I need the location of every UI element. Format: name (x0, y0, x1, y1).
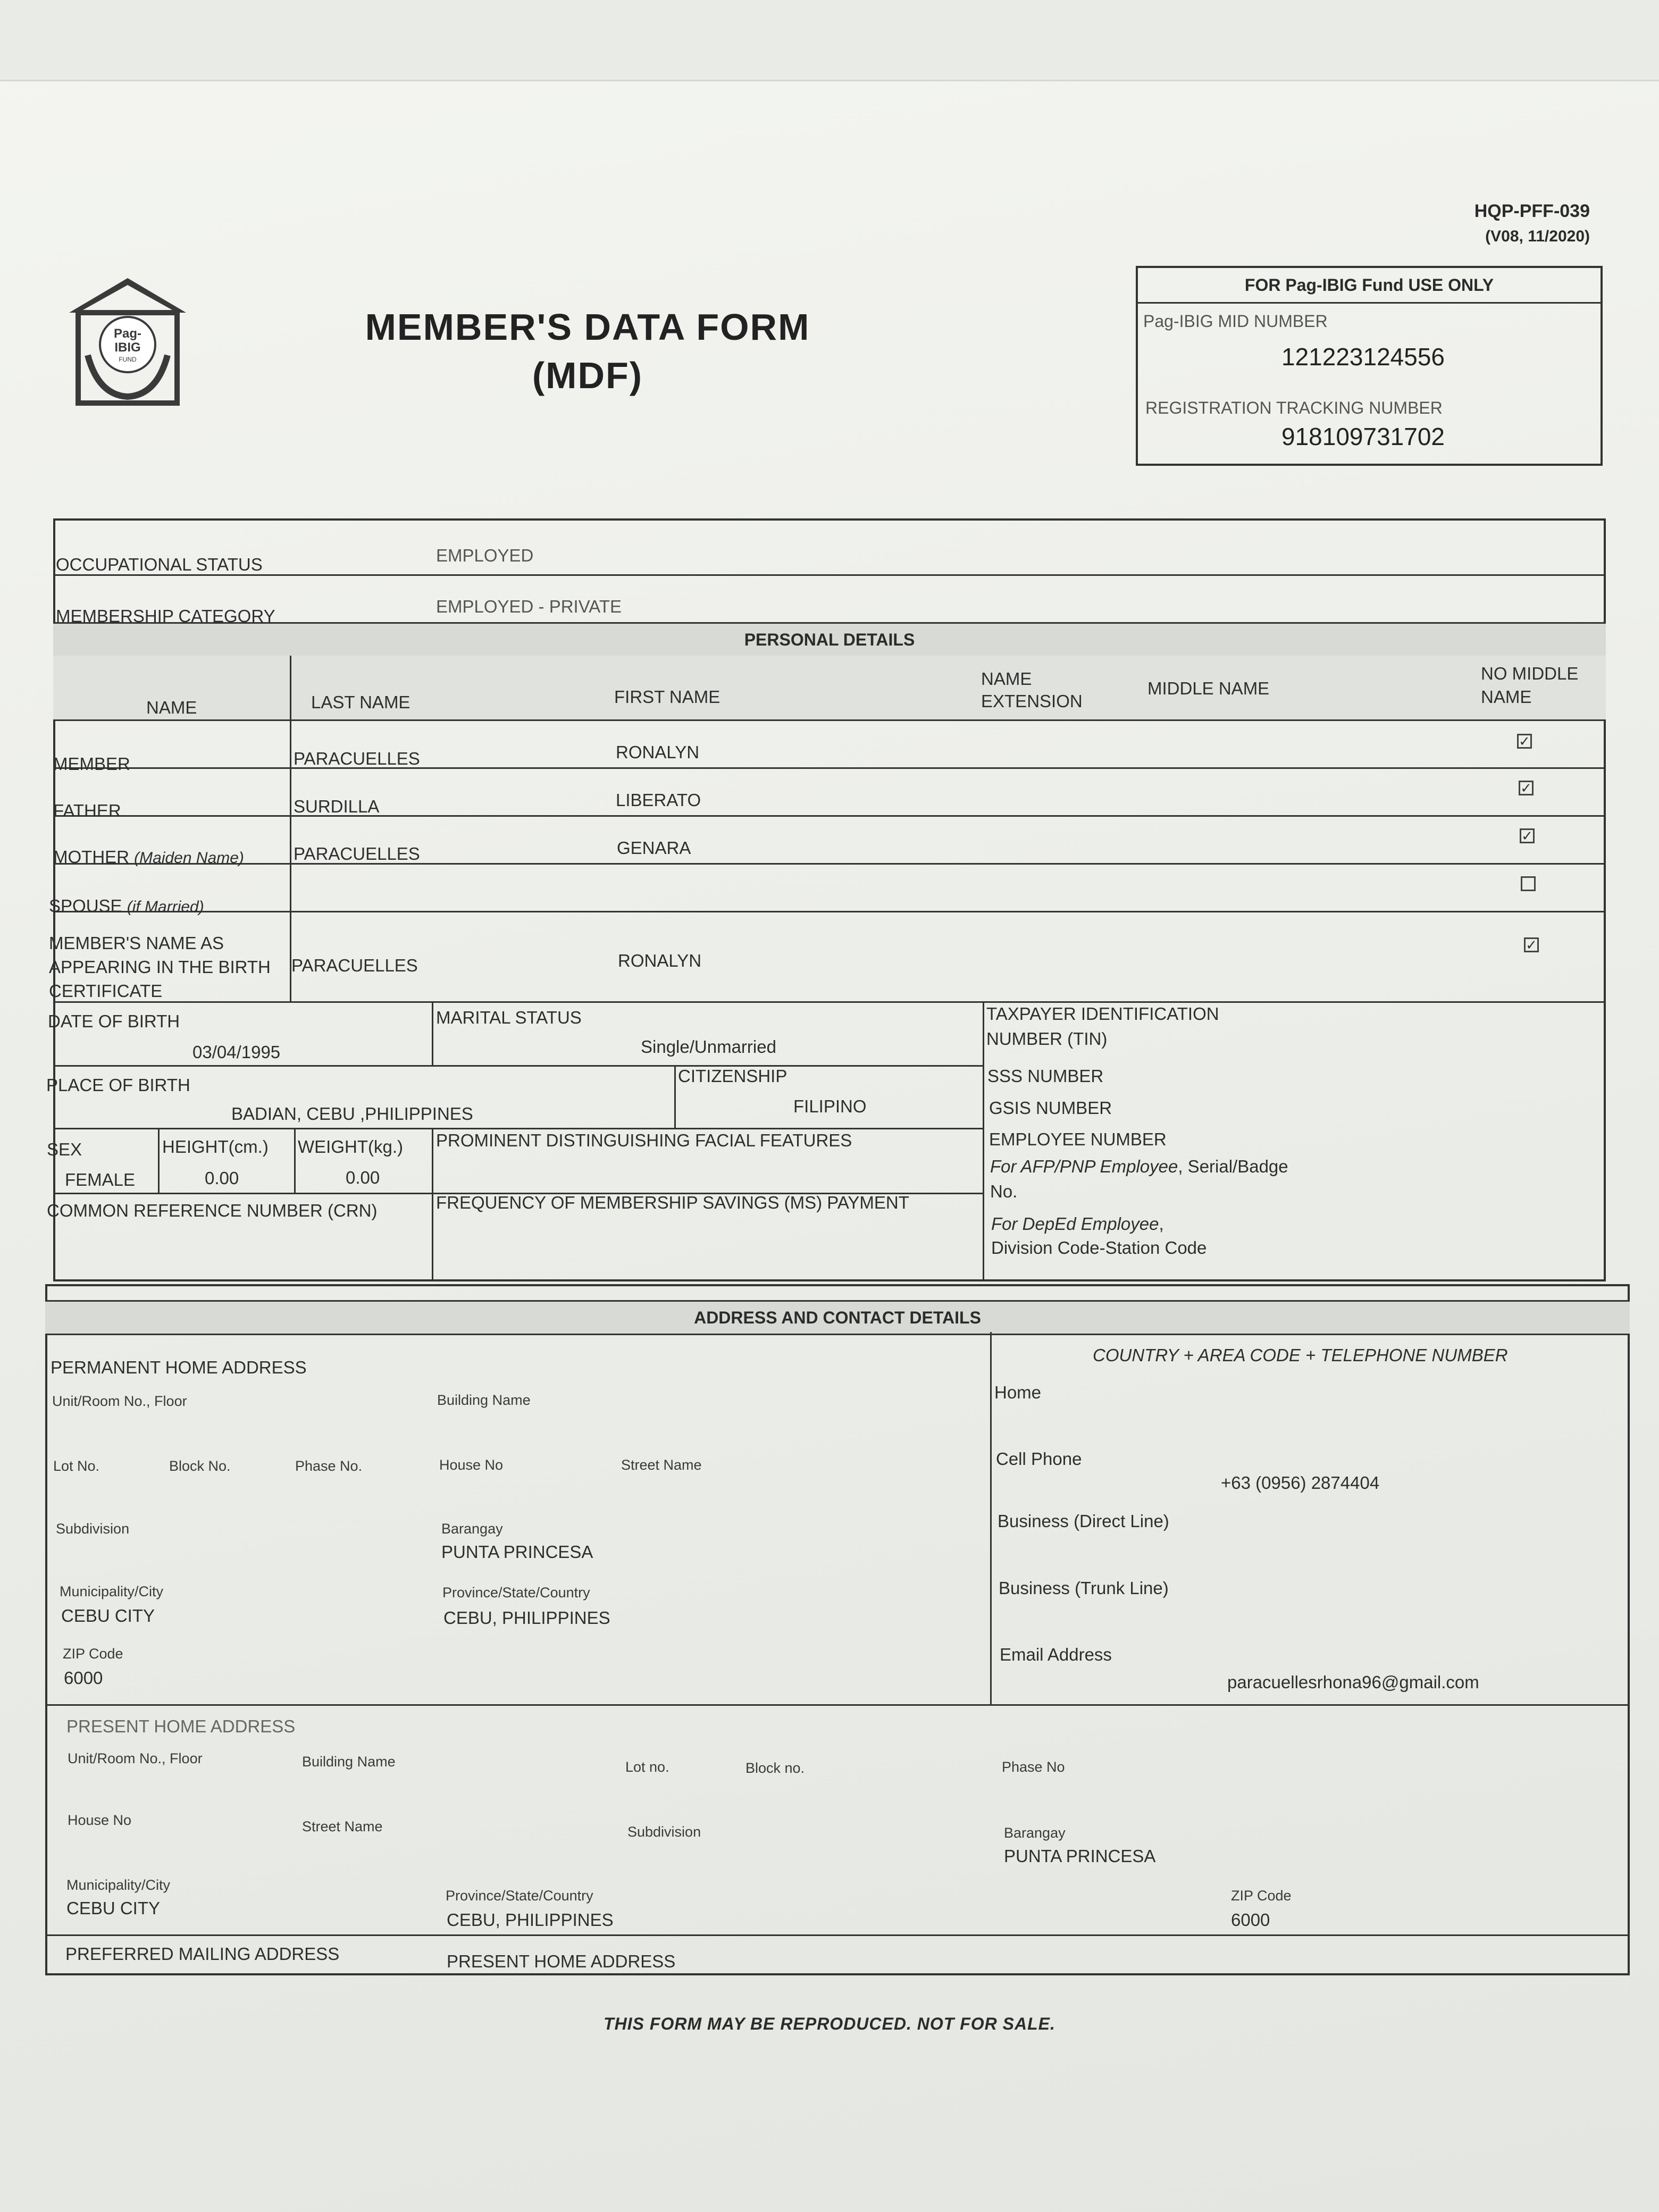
pres-building-label: Building Name (302, 1754, 396, 1770)
mother-label-wrap (53, 847, 244, 867)
citizenship-value: FILIPINO (793, 1096, 867, 1116)
spouse-note: (if Married) (127, 898, 204, 916)
col-first-name: FIRST NAME (614, 687, 720, 707)
pres-street-label: Street Name (302, 1819, 383, 1834)
title-line-2: (MDF) (532, 355, 643, 396)
mother-last-name: PARACUELLES (294, 844, 420, 864)
perm-lot-label: Lot No. (53, 1458, 100, 1474)
occupational-status-value: EMPLOYED (436, 546, 534, 565)
email-value: paracuellesrhona96@gmail.com (1227, 1672, 1479, 1692)
spouse-label-wrap (49, 896, 204, 916)
form-title (319, 303, 856, 400)
member-last-name: PARACUELLES (294, 749, 420, 768)
perm-barangay-label: Barangay (441, 1521, 503, 1537)
address-header: ADDRESS AND CONTACT DETAILS (45, 1300, 1630, 1335)
pag-ibig-logo (66, 275, 189, 406)
underlying-sheet (0, 0, 1659, 81)
address-table (45, 1284, 1630, 1975)
perm-block-label: Block No. (169, 1458, 231, 1474)
personal-details-header: PERSONAL DETAILS (53, 622, 1606, 657)
email-label: Email Address (1000, 1645, 1112, 1664)
birthcert-last-name: PARACUELLES (291, 956, 418, 975)
perm-barangay-value: PUNTA PRINCESA (441, 1542, 593, 1562)
sss-label: SSS NUMBER (987, 1066, 1104, 1086)
col-no-middle-1: NO MIDDLE (1481, 664, 1579, 683)
afp-label-rest: , Serial/Badge (1178, 1157, 1288, 1176)
afp-label-2: No. (990, 1182, 1018, 1201)
deped-label-2: Division Code-Station Code (991, 1238, 1207, 1258)
occupational-status-label: OCCUPATIONAL STATUS (56, 555, 263, 574)
birthcert-label-3: CERTIFICATE (49, 981, 163, 1001)
col-extension-1: NAME (981, 669, 1032, 689)
sex-label: SEX (47, 1139, 82, 1159)
mailing-address-label: PREFERRED MAILING ADDRESS (65, 1944, 340, 1964)
afp-label-1 (990, 1157, 1288, 1177)
mid-value: 121223124556 (1281, 343, 1445, 371)
business-direct-label: Business (Direct Line) (998, 1511, 1169, 1531)
membership-category-value: EMPLOYED - PRIVATE (436, 597, 622, 616)
mother-first-name: GENARA (617, 838, 691, 858)
weight-label: WEIGHT(kg.) (298, 1137, 403, 1157)
pres-subdivision-label: Subdivision (627, 1824, 701, 1840)
logo-text-1: Pag- (113, 326, 142, 341)
logo-text-2: IBIG (114, 340, 141, 355)
member-label: MEMBER (53, 754, 130, 774)
pres-house-label: House No (68, 1812, 132, 1828)
place-of-birth-value: BADIAN, CEBU ,PHILIPPINES (231, 1104, 473, 1124)
perm-phase-label: Phase No. (295, 1458, 363, 1474)
home-phone-label: Home (994, 1382, 1042, 1402)
tin-label-1: TAXPAYER IDENTIFICATION (986, 1004, 1219, 1024)
pres-municipality-value: CEBU CITY (66, 1898, 161, 1918)
cell-phone-label: Cell Phone (996, 1449, 1082, 1469)
col-middle-name: MIDDLE NAME (1147, 678, 1270, 698)
father-label: FATHER (53, 801, 121, 820)
facial-features-label: PROMINENT DISTINGUISHING FACIAL FEATURES (436, 1130, 852, 1150)
sex-value: FEMALE (65, 1170, 136, 1189)
mother-no-middle-checkbox[interactable]: ✓ (1520, 828, 1535, 843)
birthcert-label-2: APPEARING IN THE BIRTH (49, 957, 271, 977)
pres-zip-label: ZIP Code (1231, 1888, 1292, 1904)
form-code: HQP-PFF-039 (1474, 201, 1590, 221)
birthcert-no-middle-checkbox[interactable]: ✓ (1524, 937, 1539, 952)
dob-label: DATE OF BIRTH (48, 1011, 180, 1031)
gsis-label: GSIS NUMBER (989, 1098, 1112, 1118)
rtn-value: 918109731702 (1281, 423, 1445, 450)
father-last-name: SURDILLA (294, 797, 380, 816)
spouse-label: SPOUSE (49, 896, 122, 916)
col-no-middle-2: NAME (1481, 687, 1532, 707)
title-line-1: MEMBER'S DATA FORM (365, 306, 810, 348)
perm-municipality-value: CEBU CITY (61, 1606, 155, 1626)
pres-province-value: CEBU, PHILIPPINES (447, 1910, 614, 1930)
pres-block-label: Block no. (745, 1760, 805, 1776)
perm-house-label: House No (439, 1457, 504, 1473)
deped-label-italic: For DepEd Employee (991, 1214, 1159, 1234)
marital-status-label: MARITAL STATUS (436, 1008, 582, 1027)
height-value: 0.00 (205, 1168, 239, 1188)
marital-status-value: Single/Unmarried (641, 1037, 776, 1057)
perm-building-label: Building Name (437, 1392, 531, 1408)
pres-province-label: Province/State/Country (446, 1888, 593, 1904)
permanent-address-title: PERMANENT HOME ADDRESS (51, 1358, 307, 1377)
perm-zip-value: 6000 (64, 1668, 103, 1688)
member-first-name: RONALYN (616, 742, 700, 762)
place-of-birth-label: PLACE OF BIRTH (46, 1075, 190, 1095)
father-no-middle-checkbox[interactable]: ✓ (1519, 781, 1534, 795)
perm-subdivision-label: Subdivision (56, 1521, 130, 1537)
col-name: NAME (146, 698, 197, 717)
ms-frequency-label: FREQUENCY OF MEMBERSHIP SAVINGS (MS) PAYMENT (436, 1193, 909, 1212)
member-no-middle-checkbox[interactable]: ✓ (1517, 734, 1532, 749)
father-first-name: LIBERATO (616, 790, 701, 810)
fund-use-header: FOR Pag-IBIG Fund USE ONLY (1138, 268, 1601, 304)
employee-number-label: EMPLOYEE NUMBER (989, 1129, 1167, 1149)
pres-municipality-label: Municipality/City (66, 1877, 171, 1893)
perm-unit-label: Unit/Room No., Floor (52, 1393, 187, 1409)
citizenship-label: CITIZENSHIP (678, 1066, 787, 1086)
birthcert-first-name: RONALYN (618, 951, 702, 970)
logo-text-3: FUND (119, 356, 137, 363)
crn-label: COMMON REFERENCE NUMBER (CRN) (47, 1201, 378, 1220)
pres-barangay-label: Barangay (1004, 1825, 1066, 1841)
col-last-name: LAST NAME (311, 692, 410, 712)
pres-lot-label: Lot no. (625, 1759, 669, 1775)
fund-use-box (1136, 266, 1603, 466)
mid-label: Pag-IBIG MID NUMBER (1143, 312, 1328, 331)
business-trunk-label: Business (Trunk Line) (999, 1578, 1169, 1598)
deped-label-rest: , (1159, 1214, 1164, 1234)
footer-note: THIS FORM MAY BE REPRODUCED. NOT FOR SALE. (604, 2014, 1055, 2033)
pres-zip-value: 6000 (1231, 1910, 1270, 1930)
tin-label-2: NUMBER (TIN) (986, 1029, 1108, 1049)
rtn-label: REGISTRATION TRACKING NUMBER (1145, 398, 1443, 417)
deped-label-1 (991, 1214, 1164, 1234)
perm-zip-label: ZIP Code (63, 1646, 123, 1662)
mailing-address-value: PRESENT HOME ADDRESS (447, 1951, 676, 1971)
spouse-no-middle-checkbox[interactable] (1521, 876, 1536, 891)
form-version: (V08, 11/2020) (1485, 228, 1590, 245)
afp-label-italic: For AFP/PNP Employee (990, 1157, 1178, 1176)
mother-note: (Maiden Name) (134, 849, 244, 867)
perm-street-label: Street Name (621, 1457, 702, 1473)
col-extension-2: EXTENSION (981, 691, 1083, 711)
mother-label: MOTHER (53, 847, 129, 867)
height-label: HEIGHT(cm.) (162, 1137, 269, 1157)
perm-province-label: Province/State/Country (442, 1585, 590, 1601)
pres-barangay-value: PUNTA PRINCESA (1004, 1846, 1156, 1866)
perm-municipality-label: Municipality/City (60, 1583, 164, 1599)
pres-unit-label: Unit/Room No., Floor (68, 1750, 203, 1766)
weight-value: 0.00 (346, 1168, 380, 1187)
cell-phone-value: +63 (0956) 2874404 (1221, 1473, 1380, 1493)
dob-value: 03/04/1995 (192, 1042, 281, 1062)
membership-category-label: MEMBERSHIP CATEGORY (56, 606, 275, 626)
present-address-title: PRESENT HOME ADDRESS (66, 1716, 296, 1736)
contact-header: COUNTRY + AREA CODE + TELEPHONE NUMBER (1093, 1345, 1508, 1365)
perm-province-value: CEBU, PHILIPPINES (443, 1608, 610, 1628)
birthcert-label-1: MEMBER'S NAME AS (49, 933, 224, 953)
pres-phase-label: Phase No (1002, 1759, 1065, 1775)
